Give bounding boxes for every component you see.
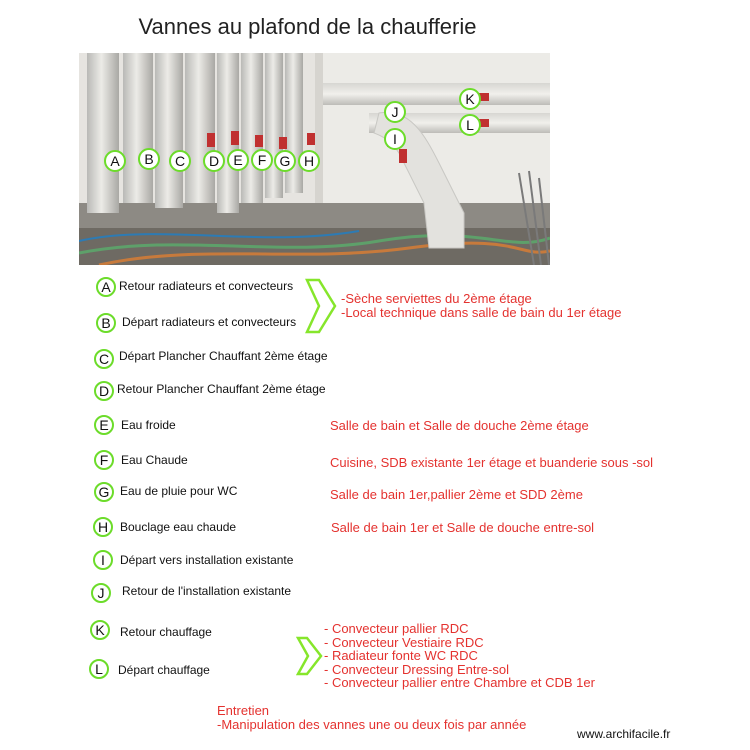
legend-marker-h: H	[93, 517, 113, 537]
kl-destination-4: - Convecteur Dressing Entre-sol	[324, 661, 509, 677]
photo-marker-h: H	[298, 150, 320, 172]
legend-marker-k: K	[90, 620, 110, 640]
photo-marker-k: K	[459, 88, 481, 110]
legend-label-k: Retour chauffage	[120, 625, 212, 639]
legend-marker-c: C	[94, 349, 114, 369]
photo-marker-c: C	[169, 150, 191, 172]
kl-destination-list	[324, 622, 595, 690]
legend-marker-e: E	[94, 415, 114, 435]
legend-label-a: Retour radiateurs et convecteurs	[119, 279, 294, 293]
legend-marker-a: A	[96, 277, 116, 297]
photo-marker-l: L	[459, 114, 481, 136]
maintenance-title: Entretien	[217, 703, 270, 718]
legend-marker-f: F	[94, 450, 114, 470]
legend-label-h: Bouclage eau chaude	[120, 520, 237, 534]
ab-destination-2: -Local technique dans salle de bain du 1er étage	[341, 304, 622, 320]
ab-destination-list	[341, 292, 621, 319]
photo-marker-e: E	[227, 149, 249, 171]
photo-marker-g: G	[274, 150, 296, 172]
kl-destination-5: - Convecteur pallier entre Chambre et CDB 1er	[324, 675, 595, 690]
page-title: Vannes au plafond de la chaufferie	[138, 14, 477, 39]
maintenance-note	[217, 704, 526, 731]
kl-destination-3: - Radiateur fonte WC RDC	[324, 648, 478, 663]
legend-marker-l: L	[89, 659, 109, 679]
legend-marker-j: J	[91, 583, 111, 603]
watermark-url: www.archifacile.fr	[577, 727, 671, 741]
legend-marker-b: B	[96, 313, 116, 333]
photo-marker-a: A	[104, 150, 126, 172]
legend-label-b: Départ radiateurs et convecteurs	[122, 315, 297, 329]
photo-marker-f: F	[251, 149, 273, 171]
note-e: Salle de bain et Salle de douche 2ème étage	[330, 418, 589, 433]
legend-label-g: Eau de pluie pour WC	[120, 484, 238, 498]
note-f: Cuisine, SDB existante 1er étage et buanderie sous -sol	[330, 455, 654, 470]
legend-marker-g: G	[94, 482, 114, 502]
photo-marker-i: I	[384, 128, 406, 150]
legend-label-e: Eau froide	[121, 418, 176, 432]
photo-marker-j: J	[384, 101, 406, 123]
kl-destination-1: - Convecteur pallier RDC	[324, 621, 469, 636]
kl-destination-2: - Convecteur Vestiaire RDC	[324, 634, 484, 650]
bracket-arrow-ab-icon	[305, 278, 339, 334]
ab-destination-1: -Sèche serviettes du 2ème étage	[341, 291, 532, 306]
legend-label-l: Départ chauffage	[118, 663, 210, 677]
legend-label-c: Départ Plancher Chauffant 2ème étage	[119, 349, 328, 363]
maintenance-detail: -Manipulation des vannes une ou deux fois par année	[217, 716, 527, 732]
legend-marker-d: D	[94, 381, 114, 401]
bracket-arrow-kl-icon	[296, 636, 324, 676]
photo-marker-d: D	[203, 150, 225, 172]
legend-label-f: Eau Chaude	[121, 453, 188, 467]
photo-marker-b: B	[138, 148, 160, 170]
note-g: Salle de bain 1er,pallier 2ème et SDD 2ème	[330, 487, 583, 502]
legend-label-j: Retour de l'installation existante	[122, 584, 292, 598]
legend-label-d: Retour Plancher Chauffant 2ème étage	[117, 382, 326, 396]
legend-marker-i: I	[93, 550, 113, 570]
note-h: Salle de bain 1er et Salle de douche entre-sol	[331, 520, 595, 535]
legend-label-i: Départ vers installation existante	[120, 553, 294, 567]
